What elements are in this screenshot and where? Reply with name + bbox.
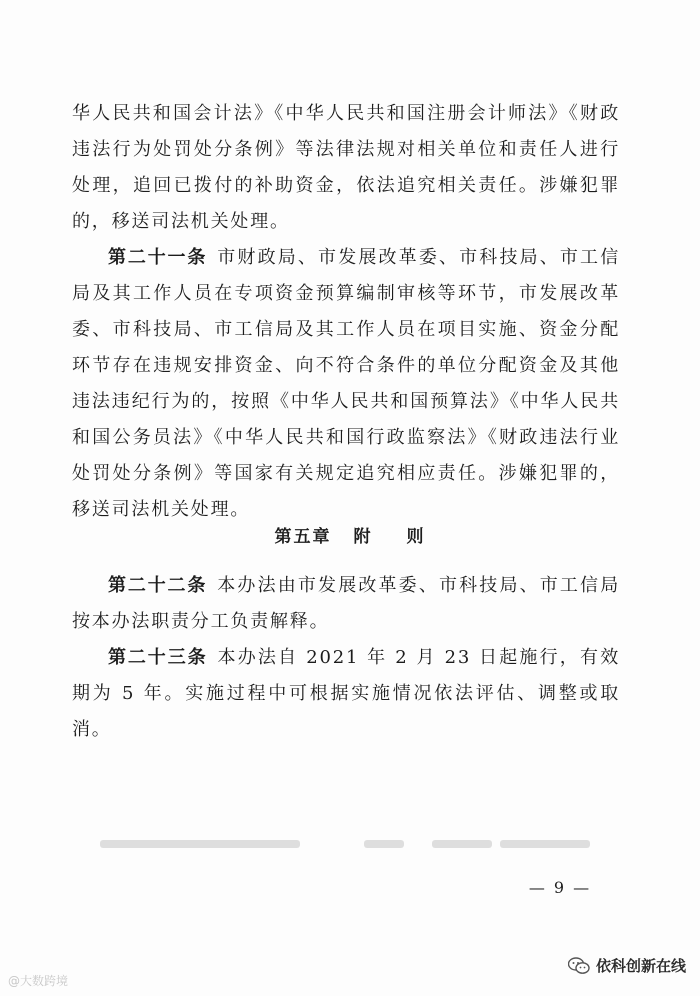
article-number: 第二十三条 [108, 647, 208, 668]
wechat-icon [568, 957, 590, 975]
watermark-right [568, 955, 686, 976]
watermark-left: @大数跨境 [8, 974, 69, 988]
article-number: 第二十二条 [108, 575, 208, 596]
chapter-heading [0, 524, 700, 550]
article-number: 第二十一条 [108, 247, 208, 268]
chapter-number: 第五章 [274, 527, 332, 547]
article-text: 本办法由市发展改革委、市科技局、市工信局按本办法职责分工负责解释。 [72, 575, 621, 632]
article-text: 市财政局、市发展改革委、市科技局、市工信局及其工作人员在专项资金预算编制审核等环节，市发展改革委、市科技局、市工信局及其工作人员在项目实施、资金分配环节存在违规安排资金、向不符合条件的单位分配资金及其他违法违纪行为的，按照《中华人民共和国预算法》《中华人民共和国公务员法》《中华人民共和国行政监察法》《财政违法行业处罚处分条例》等国家有关规定追究相应责任。涉嫌犯罪的，移送司法机关处理。 [72, 247, 621, 520]
continuation-paragraph [72, 96, 620, 240]
chapter-title-part1: 附 [353, 527, 373, 547]
paragraph-text: 华人民共和国会计法》《中华人民共和国注册会计师法》《财政违法行为处罚处分条例》等法律法规对相关单位和责任人进行处理，追回已拨付的补助资金，依法追究相关责任。涉嫌犯罪的，移送司法机关处理。 [72, 103, 620, 232]
article-text: 本办法自 2021 年 2 月 23 日起施行，有效期为 5 年。实施过程中可根据实施情况依法评估、调整或取消。 [72, 647, 621, 740]
article-22 [72, 568, 620, 640]
bleed-through-artifact [80, 826, 600, 866]
chapter-title-part2: 则 [406, 527, 426, 547]
article-21 [72, 240, 620, 528]
watermark-right-text: 依科创新在线 [595, 957, 686, 975]
page-number: — 9 — [528, 878, 592, 897]
article-23 [72, 640, 620, 748]
